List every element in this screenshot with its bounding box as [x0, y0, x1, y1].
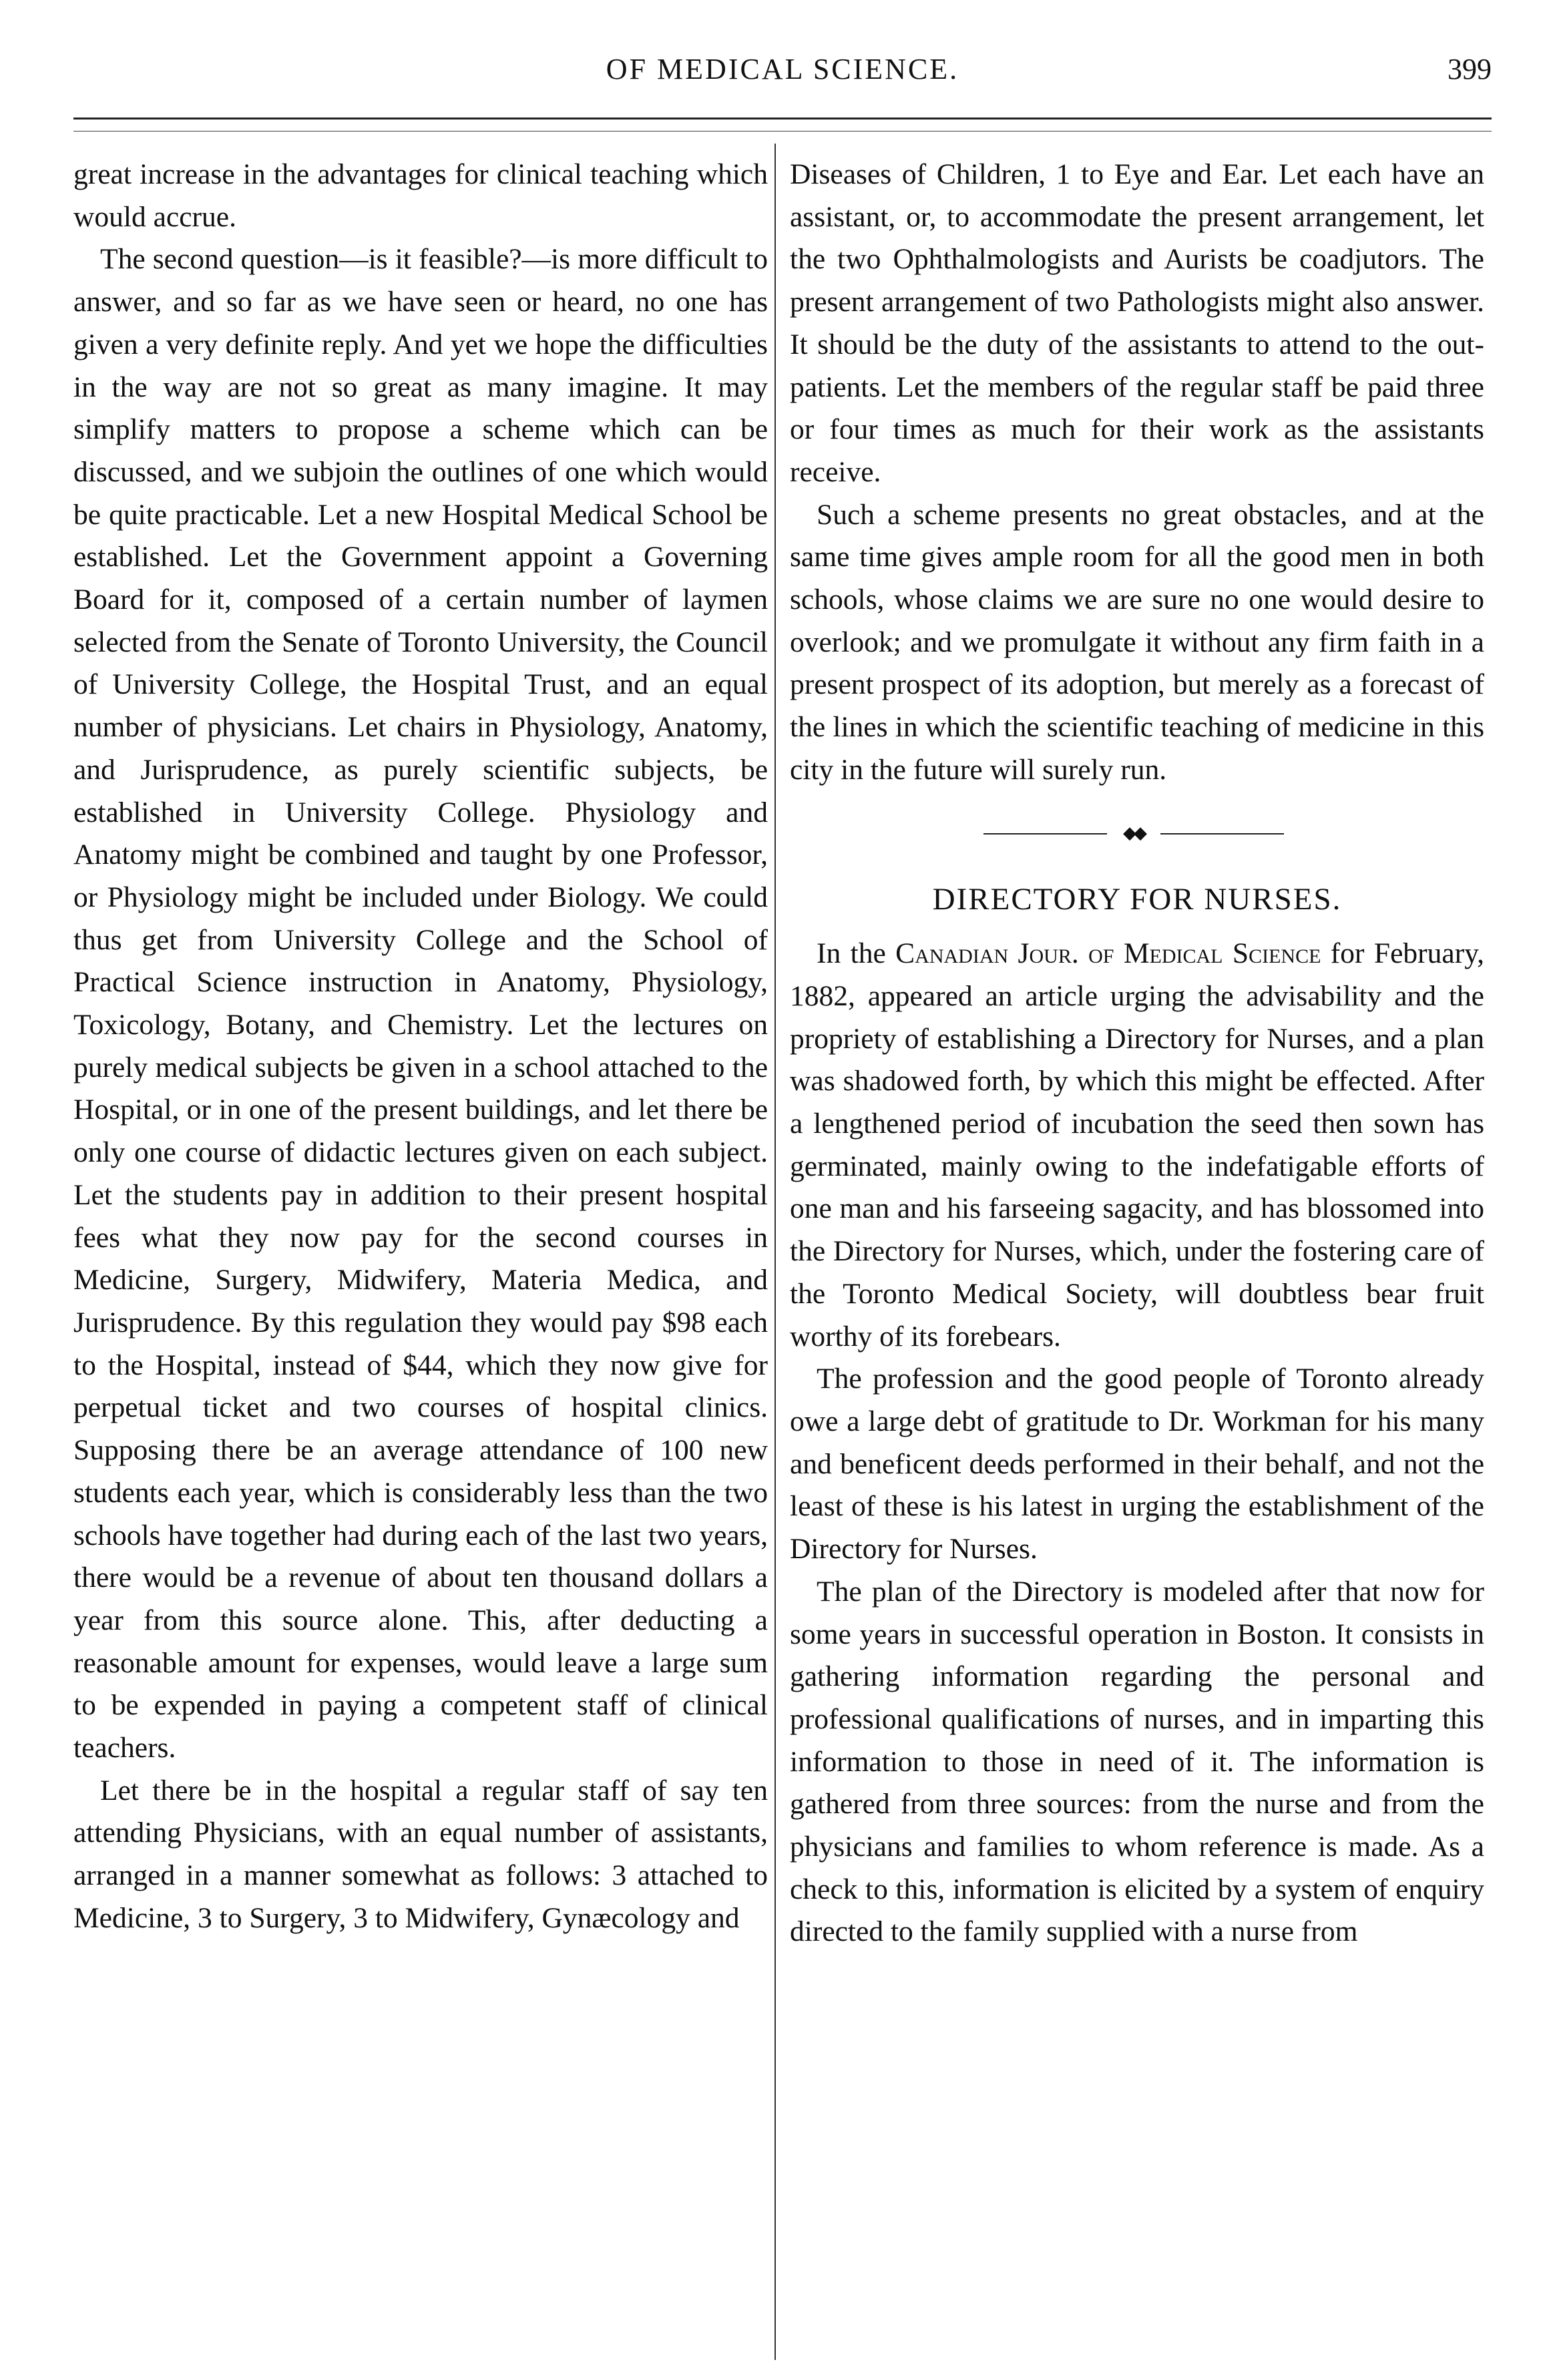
ornament-line-right [1160, 833, 1284, 835]
ornament-line-left [983, 833, 1107, 835]
section-intro-prefix: In the [817, 937, 896, 970]
left-paragraph-1: great increase in the advantages for clinical teaching which would accrue. [73, 158, 768, 233]
section-ornament [790, 814, 1484, 855]
left-paragraph-2: The second question—is it feasible?—is more difficult to answer, and so far as we have seen or heard, no one has given a very definite reply. And yet we hope the difficulties in the way are not so great as many imagine. It may simplify matters to propose a scheme which can be discussed, and we subjoin the outlines of one which would be quite practicable. Let a new Hospital Medical School be established. Let the Government appoint a Governing Board for it, composed of a certain number of laymen selected from the Senate of Toronto University, the Council of University College, the Hospital Trust, and an equal number of physicians. Let chairs in Physiology, Anatomy, and Jurisprudence, as purely scientific subjects, be established in University College. Physiology and Anatomy might be combined and taught by one Professor, or Physiology might be included under Biology. We could thus get from University College and the School of Practical Science instruction in Anatomy, Physiology, Toxicology, Botany, and Chemistry. Let the lectures on purely medical subjects be given in a school attached to the Hospital, or in one of the present buildings, and let there be only one course of didactic lectures given on each subject. Let the students pay in addition to their present hospital fees what they now pay for the second courses in Medicine, Surgery, Midwifery, Materia Medica, and Jurisprudence. By this regulation they would pay $98 each to the Hospital, instead of $44, which they now give for perpetual ticket and two courses of hospital clinics. Supposing there be an average attendance of 100 new students each year, which is considerably less than the two schools have together had during each of the last two years, there would be a revenue of about ten thousand dollars a year from this source alone. This, after deducting a reasonable amount for expenses, would leave a large sum to be expended in paying a competent staff of clinical teachers. [73, 243, 768, 1764]
right-paragraph-2: Such a scheme presents no great obstacles, and at the same time gives ample room for all the good men in both schools, whose claims we are sure no one would desire to overlook; and we promulgate it without any firm faith in a present prospect of its adoption, but merely as a forecast of the lines in which the scientific teaching of medicine in this city in the future will surely run. [790, 498, 1484, 786]
right-paragraph-4: The profession and the good people of Toronto already owe a large debt of gratitude to Dr. Workman for his many and beneficent deeds performed in their behalf, and not the least of these is his latest in urging the establishment of the Directory for Nurses. [790, 1363, 1484, 1566]
ornament-diamond-icon: ◆◆ [1123, 822, 1144, 843]
section-intro-rest: for February, 1882, appeared an article urging the advisability and the propriety of establishing a Directory for Nurses, and a plan was shadowed forth, by which this might be effected. After a lengthened period of incubation the seed then sown has germinated, mainly owing to the indefatigable efforts of one man and his farseeing sagacity, and has blossomed into the Directory for Nurses, which, under the fostering care of the Toronto Medical Society, will doubtless bear fruit worthy of its forebears. [790, 937, 1484, 1353]
left-column [73, 154, 768, 1940]
header-rule-thin [73, 131, 1492, 132]
page-number: 399 [1448, 53, 1492, 85]
section-intro-paragraph [790, 933, 1484, 1358]
right-column [790, 154, 1484, 1953]
right-paragraph-1: Diseases of Children, 1 to Eye and Ear. Let each have an assistant, or, to accommodate the present arrangement, let the two Ophthalmologists and Aurists be coadjutors. The present arrangement of two Pathologists might also answer. It should be the duty of the assistants to attend to the out-patients. Let the members of the regular staff be paid three or four times as much for their work as the assistants receive. [790, 158, 1484, 488]
running-title: OF MEDICAL SCIENCE. [606, 53, 959, 85]
section-title: DIRECTORY FOR NURSES. [932, 881, 1342, 917]
column-divider [775, 144, 776, 2360]
running-head [73, 52, 1492, 99]
journal-name: Canadian Jour. of Medical Science [895, 937, 1321, 970]
right-paragraph-5: The plan of the Directory is modeled after that now for some years in successful operation in Boston. It consists in gathering information regarding the personal and professional qualifications of nurses, and in imparting this information to those in need of it. The information is gathered from three sources: from the nurse and from the physicians and families to whom reference is made. As a check to this, information is elicited by a system of enquiry directed to the family supplied with a nurse from [790, 1575, 1484, 1948]
left-paragraph-3: Let there be in the hospital a regular staff of say ten attending Physicians, with an equal number of assistants, arranged in a manner somewhat as follows: 3 attached to Medicine, 3 to Surgery, 3 to Midwifery, Gynæcology and [73, 1774, 768, 1934]
header-rule [73, 117, 1492, 120]
